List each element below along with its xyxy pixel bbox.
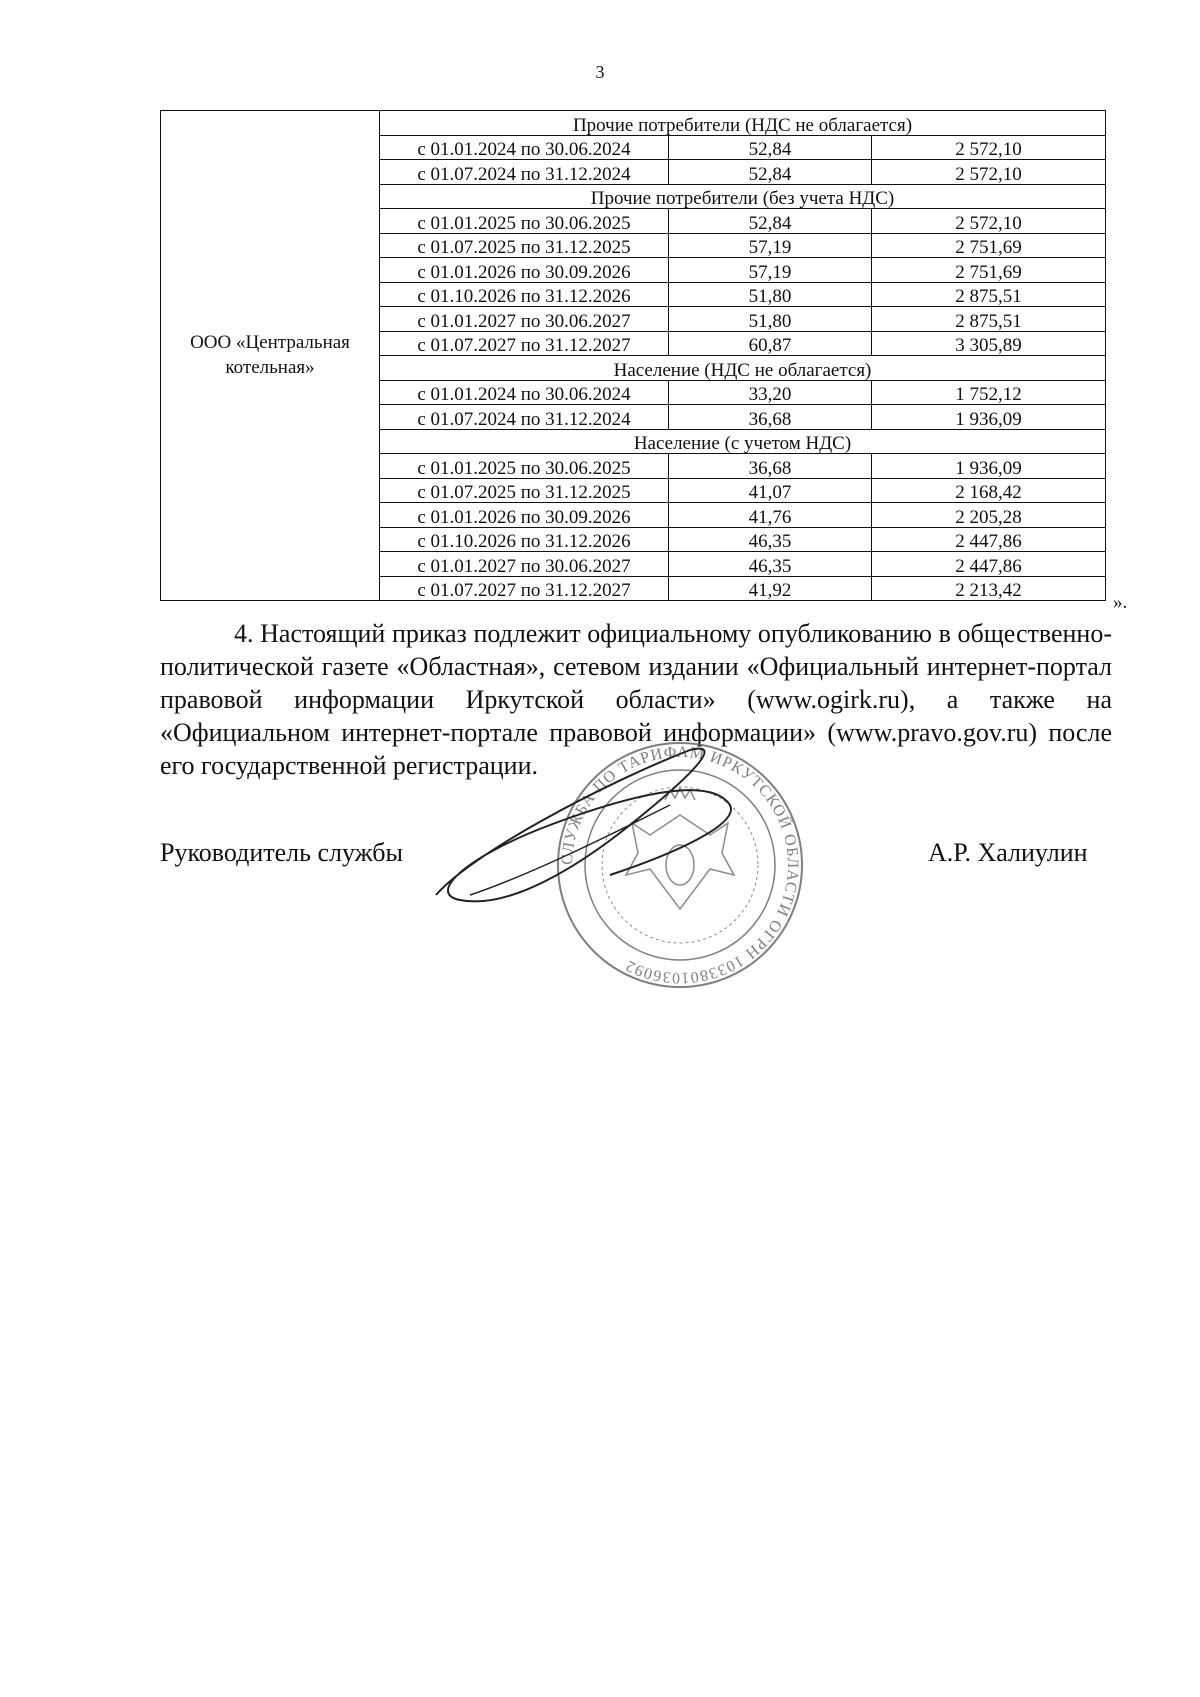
- period-cell: с 01.10.2026 по 31.12.2026: [380, 282, 669, 307]
- publication-paragraph: 4. Настоящий приказ подлежит официальному опубликованию в общественно-политической газете «Областная», сетевом издании «Официальный интернет-портал правовой информации Иркутской области» (www.ogirk.ru), а также на «Официальном интернет-портале правовой информации» (www.pravo.gov.ru) после его государственной регистрации.: [160, 619, 1112, 780]
- rate-cell: 51,80: [669, 282, 872, 307]
- period-cell: с 01.07.2025 по 31.12.2025: [380, 478, 669, 503]
- tariff-cell: 2 751,69: [872, 258, 1106, 283]
- rate-cell: 52,84: [669, 135, 872, 160]
- rate-cell: 57,19: [669, 258, 872, 283]
- section-title: Прочие потребители (НДС не облагается): [380, 111, 1106, 136]
- tariff-cell: 2 572,10: [872, 160, 1106, 185]
- tariff-cell: 2 572,10: [872, 209, 1106, 234]
- period-cell: с 01.07.2024 по 31.12.2024: [380, 160, 669, 185]
- tariff-cell: 3 305,89: [872, 331, 1106, 356]
- period-cell: с 01.01.2025 по 30.06.2025: [380, 454, 669, 479]
- period-cell: с 01.07.2027 по 31.12.2027: [380, 576, 669, 601]
- tariff-cell: 2 168,42: [872, 478, 1106, 503]
- rate-cell: 51,80: [669, 307, 872, 332]
- tariff-cell: 1 936,09: [872, 405, 1106, 430]
- rate-cell: 52,84: [669, 209, 872, 234]
- tariff-table-body: [161, 111, 1106, 601]
- period-cell: с 01.01.2025 по 30.06.2025: [380, 209, 669, 234]
- rate-cell: 60,87: [669, 331, 872, 356]
- period-cell: с 01.07.2027 по 31.12.2027: [380, 331, 669, 356]
- tariff-cell: 2 447,86: [872, 552, 1106, 577]
- seal-ring-text: СЛУЖБА ПО ТАРИФАМ ИРКУТСКОЙ ОБЛАСТИ ОГРН 1033801036092: [558, 743, 802, 987]
- closing-quote: ».: [1113, 592, 1128, 613]
- tariff-cell: 2 205,28: [872, 503, 1106, 528]
- handwritten-signature: [430, 745, 790, 985]
- period-cell: с 01.01.2027 по 30.06.2027: [380, 307, 669, 332]
- rate-cell: 41,07: [669, 478, 872, 503]
- rate-cell: 41,76: [669, 503, 872, 528]
- rate-cell: 33,20: [669, 380, 872, 405]
- signatory-title: Руководитель службы: [160, 838, 403, 867]
- period-cell: с 01.01.2027 по 30.06.2027: [380, 552, 669, 577]
- period-cell: с 01.10.2026 по 31.12.2026: [380, 527, 669, 552]
- rate-cell: 46,35: [669, 552, 872, 577]
- period-cell: с 01.01.2026 по 30.09.2026: [380, 503, 669, 528]
- rate-cell: 52,84: [669, 160, 872, 185]
- rate-cell: 46,35: [669, 527, 872, 552]
- tariff-cell: 2 447,86: [872, 527, 1106, 552]
- tariff-cell: 2 213,42: [872, 576, 1106, 601]
- section-title: Население (с учетом НДС): [380, 429, 1106, 454]
- tariff-cell: 2 572,10: [872, 135, 1106, 160]
- period-cell: с 01.01.2026 по 30.09.2026: [380, 258, 669, 283]
- page-number: 3: [595, 62, 605, 82]
- rate-cell: 36,68: [669, 454, 872, 479]
- rate-cell: 36,68: [669, 405, 872, 430]
- tariff-cell: 2 875,51: [872, 282, 1106, 307]
- section-header-row: [161, 111, 1106, 136]
- section-title: Прочие потребители (без учета НДС): [380, 184, 1106, 209]
- period-cell: с 01.07.2025 по 31.12.2025: [380, 233, 669, 258]
- rate-cell: 57,19: [669, 233, 872, 258]
- period-cell: с 01.01.2024 по 30.06.2024: [380, 135, 669, 160]
- rate-cell: 41,92: [669, 576, 872, 601]
- organization-name: ООО «Центральная котельная»: [161, 111, 380, 601]
- tariff-cell: 1 936,09: [872, 454, 1106, 479]
- period-cell: с 01.01.2024 по 30.06.2024: [380, 380, 669, 405]
- period-cell: с 01.07.2024 по 31.12.2024: [380, 405, 669, 430]
- tariff-cell: 2 875,51: [872, 307, 1106, 332]
- signatory-name: А.Р. Халиулин: [928, 838, 1088, 867]
- section-title: Население (НДС не облагается): [380, 356, 1106, 381]
- tariff-table: [160, 110, 1106, 601]
- tariff-cell: 1 752,12: [872, 380, 1106, 405]
- tariff-cell: 2 751,69: [872, 233, 1106, 258]
